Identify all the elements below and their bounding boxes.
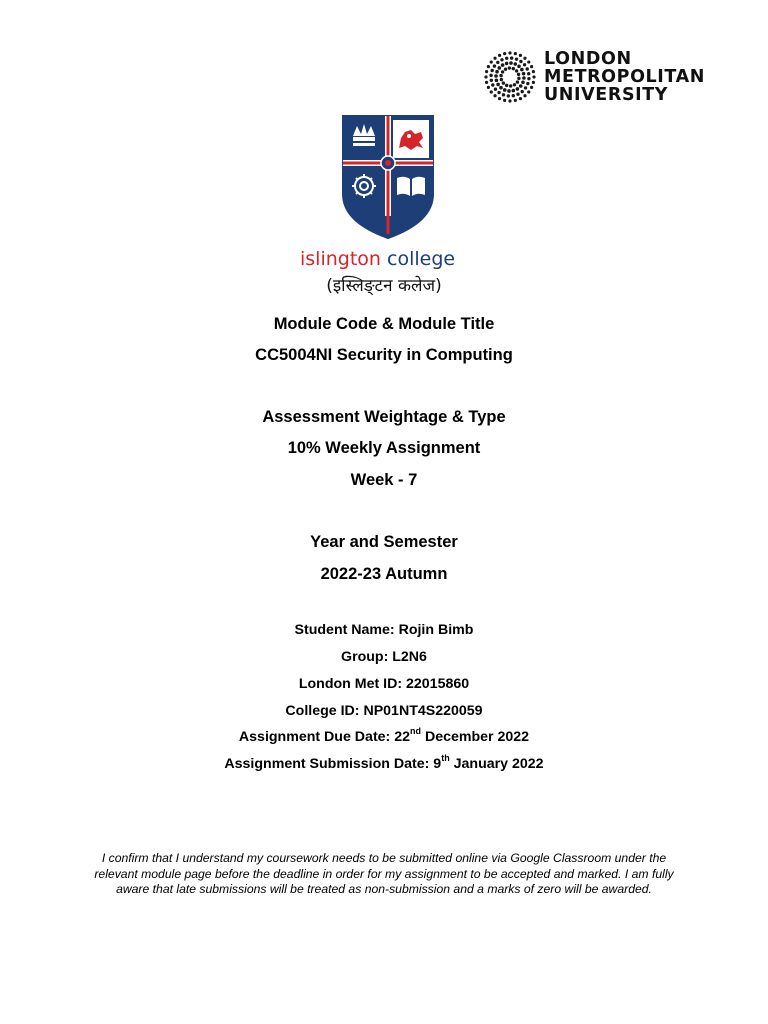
assessment-week: Week - 7 — [350, 471, 418, 489]
declaration-text: I confirm that I understand my coursework needs to be submitted online via Google Classroom under the relevant module page before the deadline in order for my assignment to be accepted and marked. I am fully aware that late submissions will be treated as non-submission and a marks of zero will be awarded. — [94, 851, 674, 896]
submission-date-ordinal: th — [441, 753, 450, 763]
module-title: CC5004NI Security in Computing — [255, 346, 513, 364]
student-group: Group: L2N6 — [341, 649, 427, 665]
london-met-logo — [484, 46, 705, 108]
lmu-line-1: LONDON — [544, 49, 632, 69]
lmu-wordmark — [544, 50, 705, 104]
college-wordmark — [300, 248, 455, 270]
lmu-line-3: UNIVERSITY — [544, 85, 669, 105]
module-heading: Module Code & Module Title — [273, 315, 495, 333]
due-date — [0, 726, 768, 745]
college-name-devanagari: (इस्लिङ्टन कलेज) — [326, 276, 442, 296]
college-name-part-2: college — [387, 248, 456, 270]
submission-date-suffix: January 2022 — [449, 756, 544, 772]
submission-date — [0, 753, 768, 772]
assessment-heading: Assessment Weightage & Type — [262, 408, 506, 426]
college-name-part-1: islington — [300, 248, 381, 270]
london-met-id: London Met ID: 22015860 — [298, 676, 470, 692]
semester-heading: Year and Semester — [310, 533, 458, 551]
semester-value: 2022-23 Autumn — [320, 565, 448, 583]
assessment-type: 10% Weekly Assignment — [287, 439, 481, 457]
student-name: Student Name: Rojin Bimb — [294, 622, 474, 638]
college-crest-icon — [341, 114, 435, 240]
due-date-suffix: December 2022 — [421, 729, 530, 745]
college-id: College ID: NP01NT4S220059 — [285, 703, 483, 719]
submission-date-prefix: Assignment Submission Date: 9 — [224, 756, 442, 772]
lmu-dot-circle-icon — [484, 46, 536, 108]
due-date-prefix: Assignment Due Date: 22 — [238, 729, 411, 745]
lmu-line-2: METROPOLITAN — [544, 67, 705, 87]
due-date-ordinal: nd — [410, 726, 422, 736]
